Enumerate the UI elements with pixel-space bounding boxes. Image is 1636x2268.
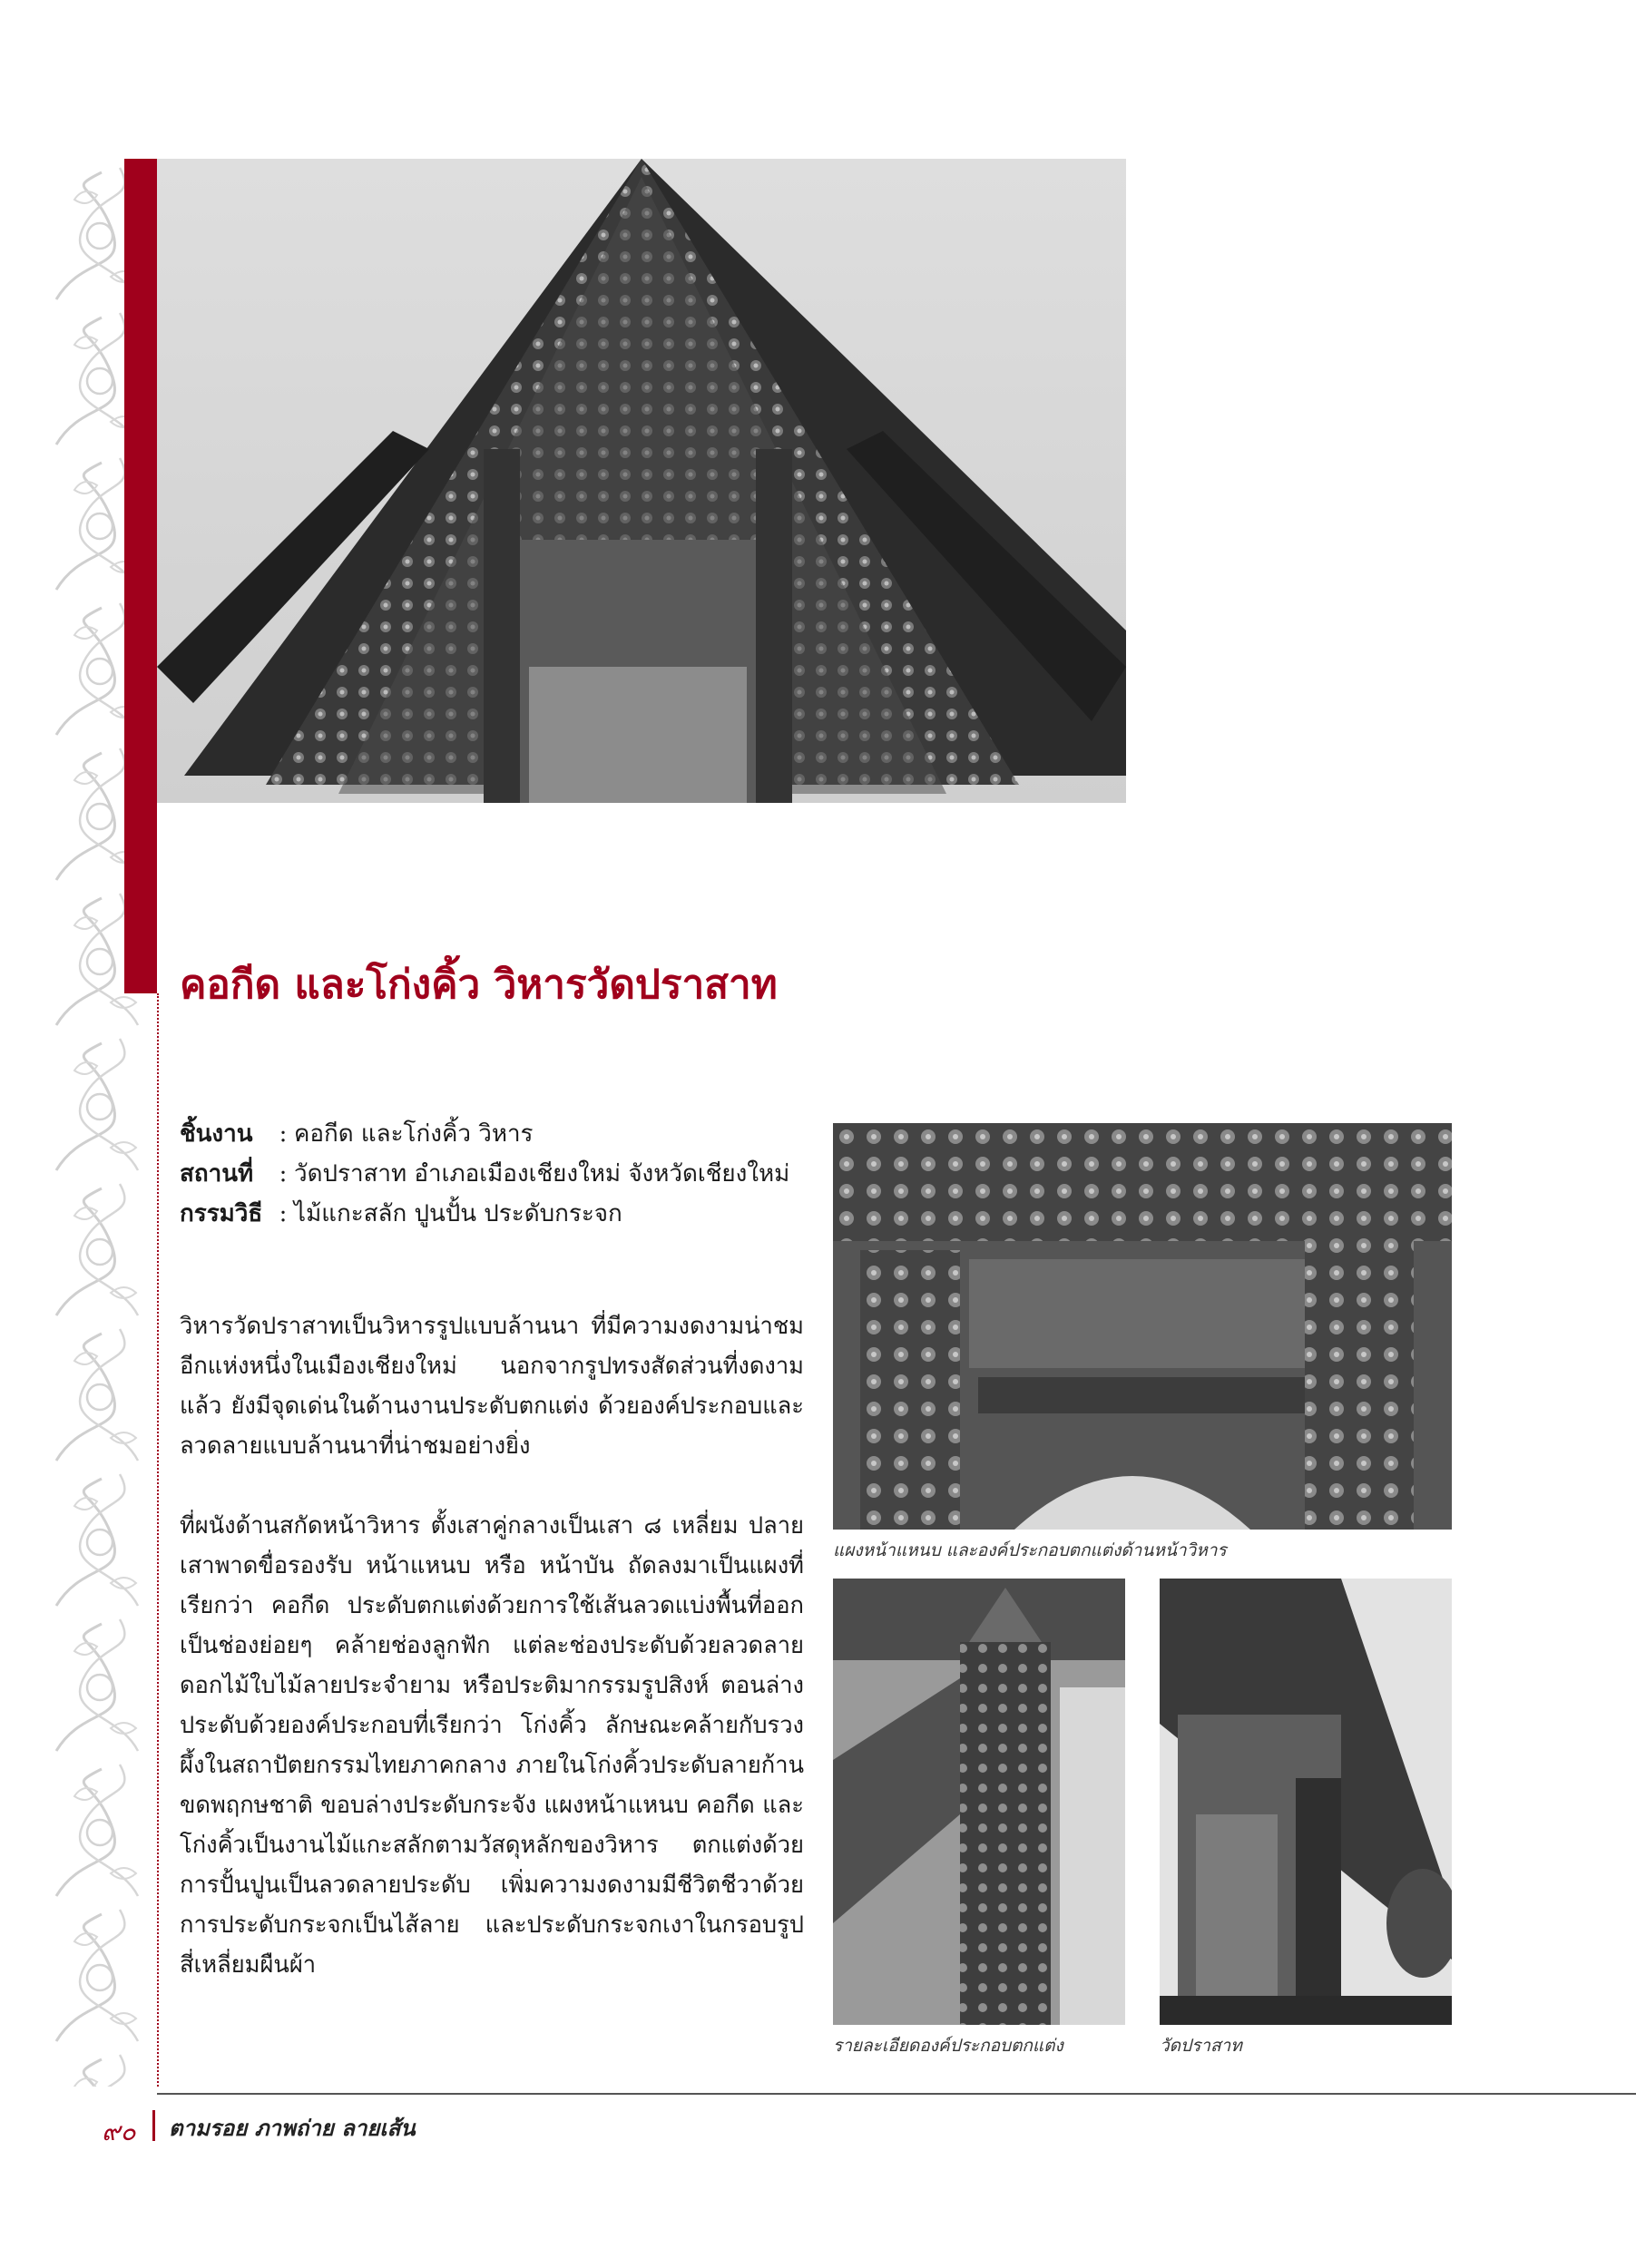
body-paragraph: ที่ผนังด้านสกัดหน้าวิหาร ตั้งเสาคู่กลางเป็นเสา ๘ เหลี่ยม ปลายเสาพาดขื่อรองรับ หน้าแหนบ หรือ หน้าบัน ถัดลงมาเป็นแผงที่เรียกว่า คอกีด ประดับตกแต่งด้วยการใช้เส้นลวดแบ่งพื้นที่ออกเป็นช่องย่อยๆ คล้ายช่องลูกฟัก แต่ละช่องประดับด้วยลวดลายดอกไม้ใบไม้ลายประจำยาม หรือประติมากรรมรูปสิงห์ ตอนล่างประดับด้วยองค์ประกอบที่เรียกว่า โก่งคิ้ว ลักษณะคล้ายกับรวงผึ้งในสถาปัตยกรรมไทยภาคกลาง ภายในโก่งคิ้วประดับลายก้านขดพฤกษชาติ ขอบล่างประดับกระจัง แผงหน้าแหนบ คอกีด และโก่งคิ้วเป็นงานไม้แกะสลักตามวัสดุหลักของวิหาร ตกแต่งด้วยการปั้นปูนเป็นลวดลายประดับ เพิ่มความงดงามมีชีวิตชีวาด้วยการประดับกระจกเป็นไส้ลาย และประดับกระจกเงาในกรอบรูปสี่เหลี่ยมผืนผ้า [180, 1512, 804, 1979]
info-row [180, 1154, 815, 1194]
info-separator: : [279, 1200, 288, 1227]
footer-book-title: ตามรอย ภาพถ่าย ลายเส้น [169, 2116, 416, 2141]
dotted-guide-line [157, 993, 159, 2087]
info-row [180, 1194, 815, 1234]
decoration-detail-photo [833, 1579, 1125, 2025]
info-label: ชิ้นงาน [180, 1120, 253, 1148]
temple-gable-photo [157, 159, 1126, 803]
caption-temple: วัดปราสาท [1160, 2036, 1242, 2056]
accent-bar [124, 159, 157, 993]
caption-facade: แผงหน้าแหนบ และองค์ประกอบตกแต่งด้านหน้าวิหาร [833, 1540, 1227, 1560]
temple-view-photo [1160, 1579, 1452, 2025]
info-value: ไม้แกะสลัก ปูนปั้น ประดับกระจก [294, 1200, 622, 1227]
info-separator: : [279, 1160, 288, 1188]
page-number: ๙๐ [102, 2116, 136, 2146]
info-row [180, 1114, 815, 1154]
facade-decoration-photo [833, 1123, 1452, 1530]
info-value: วัดปราสาท อำเภอเมืองเชียงใหม่ จังหวัดเชียงใหม่ [294, 1160, 790, 1188]
caption-detail: รายละเอียดองค์ประกอบตกแต่ง [833, 2036, 1063, 2056]
info-label: กรรมวิธี [180, 1200, 263, 1227]
info-separator: : [279, 1120, 288, 1148]
info-value: คอกีด และโก่งคิ้ว วิหาร [294, 1120, 534, 1148]
page-title: คอกีด และโก่งคิ้ว วิหารวัดปราสาท [180, 962, 778, 1008]
body-paragraph: วิหารวัดปราสาทเป็นวิหารรูปแบบล้านนา ที่มีความงดงามน่าชม อีกแห่งหนึ่งในเมืองเชียงใหม่ นอกจากรูปทรงสัดส่วนที่งดงามแล้ว ยังมีจุดเด่นในด้านงานประดับตกแต่ง ด้วยองค์ประกอบและลวดลายแบบล้านนาที่น่าชมอย่างยิ่ง [180, 1313, 804, 1460]
info-label: สถานที่ [180, 1160, 254, 1188]
artifact-info [180, 1114, 815, 1234]
footer-rule [157, 2093, 1636, 2095]
footer-separator [152, 2110, 155, 2141]
